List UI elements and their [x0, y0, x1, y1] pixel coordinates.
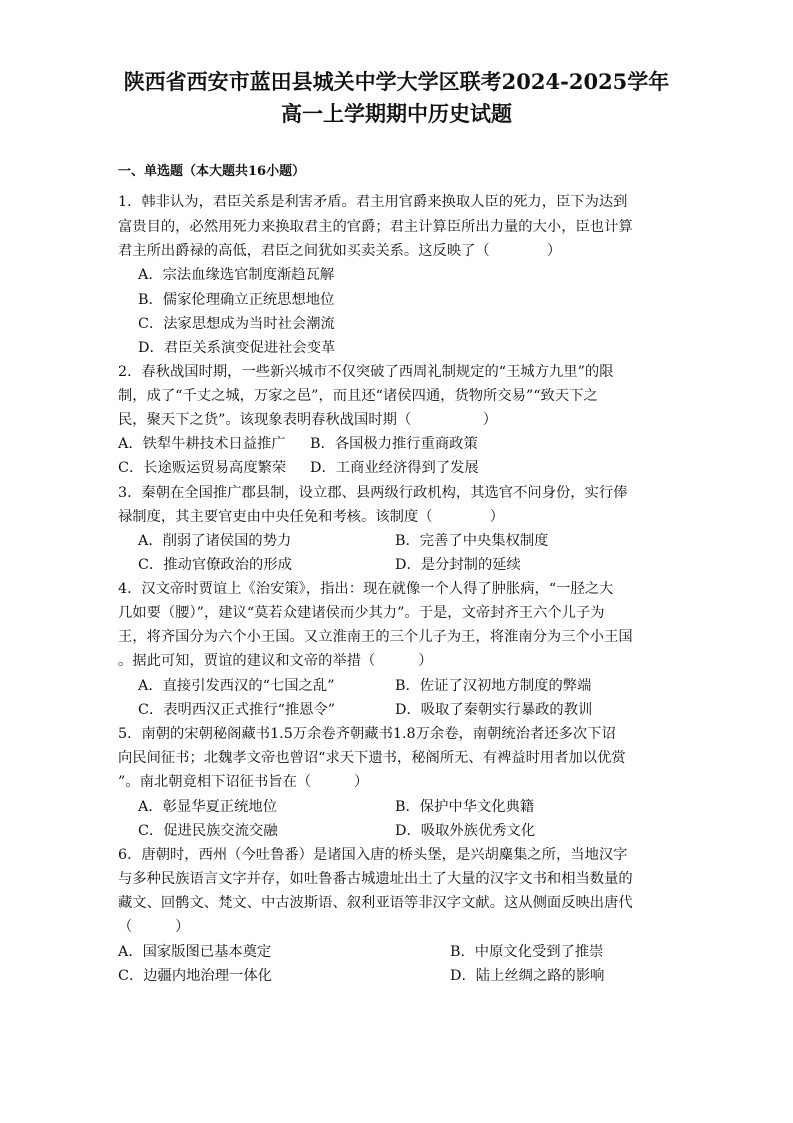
question-2-option-a: A．铁犁牛耕技术日益推广	[118, 436, 286, 452]
question-3-line-1: 3．秦朝在全国推广郡县制，设立郡、县两级行政机构，其选官不问身份，实行俸	[118, 485, 628, 501]
question-1-option-a: A．宗法血缘选官制度渐趋瓦解	[138, 267, 335, 283]
question-1-line-3: 君主所出爵禄的高低，君臣之间犹如买卖关系。这反映了（ ）	[118, 243, 562, 259]
document-title-line-1: 陕西省西安市蓝田县城关中学大学区联考2024-2025学年	[123, 69, 670, 94]
question-5-option-d: D．吸取外族优秀文化	[395, 823, 536, 839]
question-6-option-c: C．边疆内地治理一体化	[118, 968, 272, 984]
question-3-option-a: A．削弱了诸侯国的势力	[138, 533, 292, 549]
question-2-option-b: B．各国极力推行重商政策	[310, 436, 478, 452]
question-5-line-3: ”。南北朝竟相下诏征书旨在（ ）	[118, 774, 369, 790]
question-3-option-c: C．推动官僚政治的形成	[138, 557, 292, 573]
question-4-line-4: 。据此可知，贾谊的建议和文帝的举措（ ）	[118, 653, 433, 669]
question-2-option-d: D．工商业经济得到了发展	[310, 460, 479, 476]
question-3-option-b: B．完善了中央集权制度	[395, 533, 549, 549]
question-1-option-c: C．法家思想成为当时社会潮流	[138, 316, 335, 332]
question-2-line-2: 制，成了“千丈之城，万家之邑”，而且还“诸侯四通，货物所交易”“致天下之	[118, 388, 598, 404]
question-3-line-2: 禄制度，其主要官吏由中央任免和考核。该制度（ ）	[118, 509, 505, 525]
question-4-line-1: 4．汉文帝时贾谊上《治安策》，指出：现在就像一个人得了肿胀病，“一胫之大	[118, 581, 614, 597]
question-5-option-b: B．保护中华文化典籍	[395, 799, 535, 815]
question-4-line-2: 几如要（腰）”，建议“莫若众建诸侯而少其力”。于是，文帝封齐王六个儿子为	[118, 605, 605, 621]
question-6-option-b: B．中原文化受到了推崇	[450, 944, 604, 960]
question-5-option-c: C．促进民族交流交融	[138, 823, 278, 839]
question-3-option-d: D．是分封制的延续	[395, 557, 521, 573]
question-6-option-a: A．国家版图已基本奠定	[118, 944, 272, 960]
question-5-line-1: 5．南朝的宋朝秘阁藏书1.5万余卷齐朝藏书1.8万余卷，南朝统治者还多次下诏	[118, 726, 616, 742]
question-1-line-2: 富贵目的，必然用死力来换取君主的官爵；君主计算臣所出力量的大小，臣也计算	[118, 219, 633, 235]
question-1-line-1: 1．韩非认为，君臣关系是利害矛盾。君主用官爵来换取人臣的死力，臣下为达到	[118, 194, 628, 210]
question-6-line-3: 藏文、回鹘文、梵文、中古波斯语、叙利亚语等非汉字文献。这从侧面反映出唐代	[118, 895, 633, 911]
question-6-line-2: 与多种民族语言文字并存，如吐鲁番古城遗址出土了大量的汉字文书和相当数量的	[118, 871, 633, 887]
question-5-option-a: A．彰显华夏正统地位	[138, 799, 277, 815]
question-4-line-3: 王，将齐国分为六个小王国。又立淮南王的三个儿子为王，将淮南分为三个小王国	[118, 629, 633, 645]
question-2-line-1: 2．春秋战国时期，一些新兴城市不仅突破了西周礼制规定的“王城方九里”的限	[118, 364, 614, 380]
question-1-option-d: D．君臣关系演变促进社会变革	[138, 340, 336, 356]
question-6-line-4: （ ）	[118, 919, 190, 935]
question-4-option-d: D．吸取了秦朝实行暴政的教训	[395, 702, 593, 718]
question-6-line-1: 6．唐朝时，西州（今吐鲁番）是诸国入唐的桥头堡，是兴胡麋集之所，当地汉字	[118, 847, 628, 863]
document-title-line-2: 高一上学期期中历史试题	[281, 101, 512, 126]
question-6-option-d: D．陆上丝绸之路的影响	[450, 968, 605, 984]
question-1-option-b: B．儒家伦理确立正统思想地位	[138, 292, 335, 308]
question-2-line-3: 民，聚天下之货”。该现象表明春秋战国时期（ ）	[118, 412, 498, 428]
question-2-option-c: C．长途贩运贸易高度繁荣	[118, 460, 287, 476]
section-heading: 一、单选题（本大题共16小题）	[118, 164, 306, 179]
question-4-option-a: A．直接引发西汉的“七国之乱”	[138, 678, 335, 694]
question-5-line-2: 向民间征书；北魏孝文帝也曾诏“求天下遗书，秘阁所无、有裨益时用者加以优赏	[118, 750, 626, 766]
question-4-option-b: B．佐证了汉初地方制度的弊端	[395, 678, 592, 694]
question-4-option-c: C．表明西汉正式推行“推恩令”	[138, 702, 336, 718]
